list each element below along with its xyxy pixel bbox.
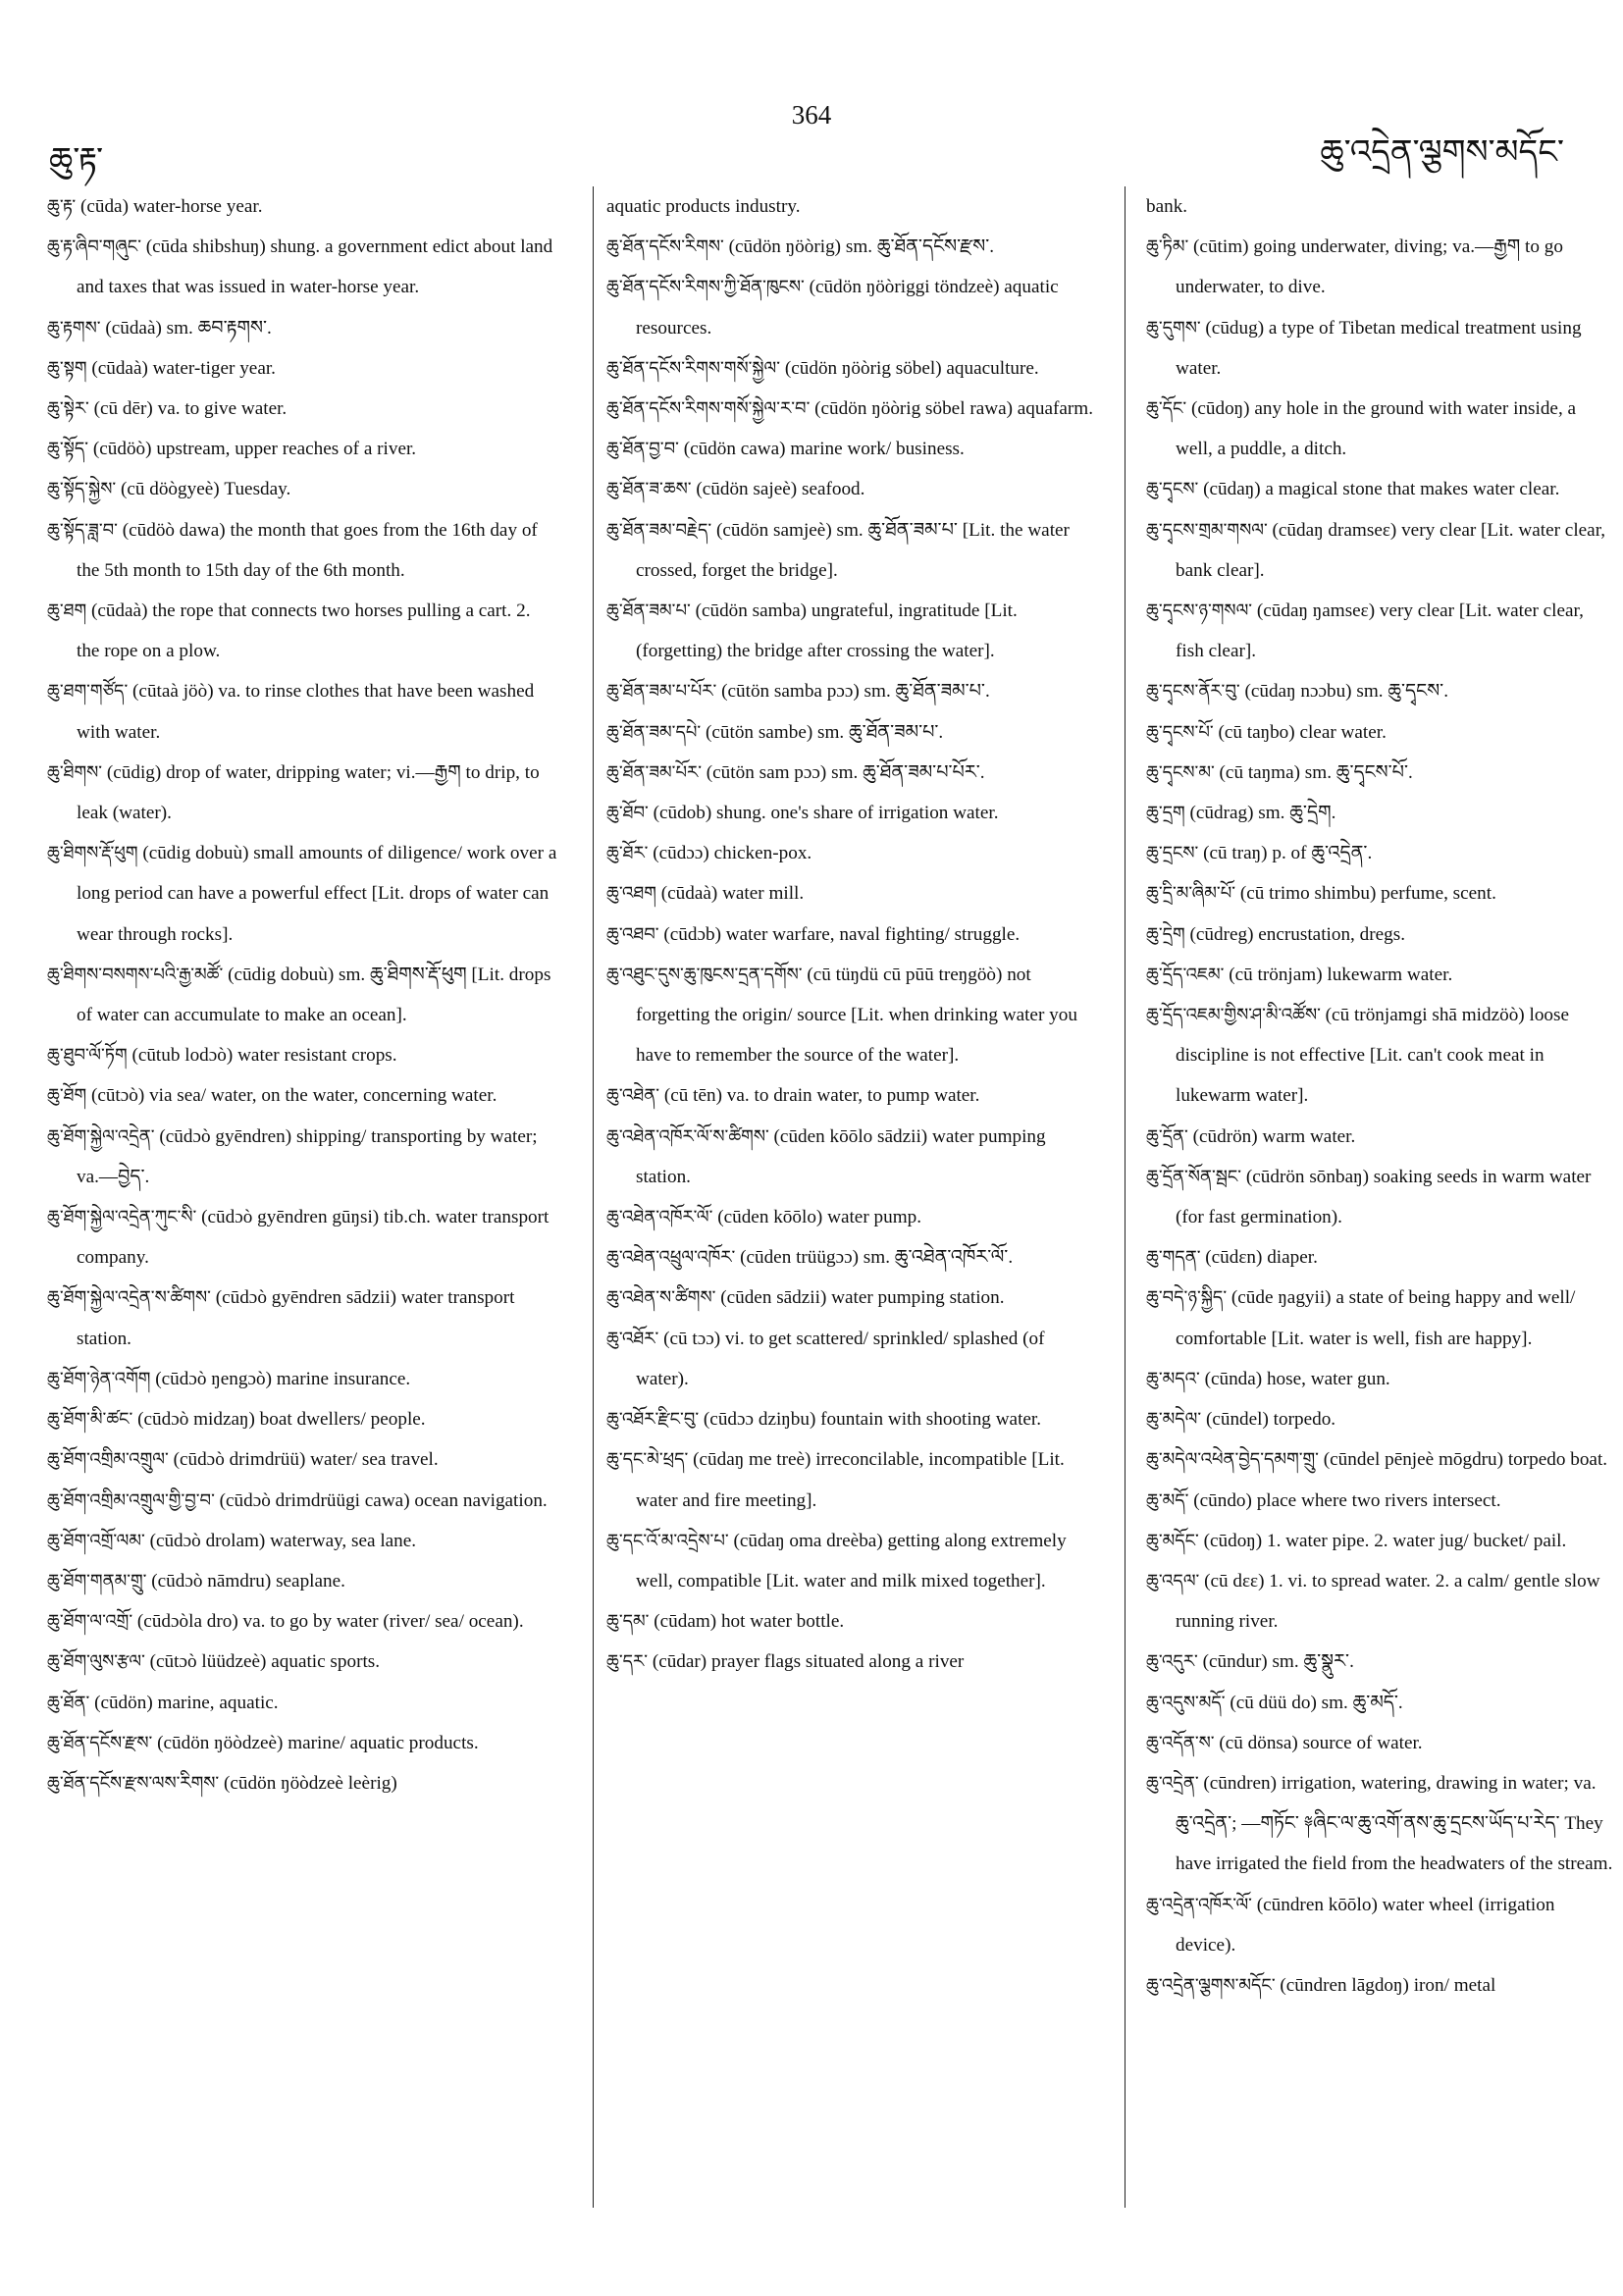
- entry-headword: ཆུ་ཐོག་ཉེན་འགོག: [47, 1368, 151, 1389]
- entry-definition: (cūdɔb) water warfare, naval fighting/ struggle.: [663, 923, 1021, 945]
- entry-definition: (cū tēn) va. to drain water, to pump water.: [663, 1085, 980, 1107]
- dictionary-entry: [606, 510, 1097, 591]
- dictionary-entry: [606, 429, 1097, 469]
- entry-headword: ཆུ་མདའ་: [1146, 1368, 1200, 1389]
- entry-definition: (cūdɔɔ dziŋbu) fountain with shooting water.: [703, 1409, 1042, 1431]
- entry-definition: (cūtön sambe) sm. ཆུ་ཐོན་ཟམ་པ་.: [706, 721, 944, 743]
- entry-headword: ཆུ་ཐོག་སྐྱེལ་འདྲེན་ཀུང་སི་: [47, 1207, 197, 1228]
- dictionary-entry: [606, 1237, 1097, 1278]
- entry-headword: ཆུ་དྲེག: [1146, 923, 1185, 945]
- entry-headword: ཆུ་འདྲེན་འཁོར་ལོ་: [1146, 1894, 1252, 1915]
- dictionary-entry: [606, 1439, 1097, 1520]
- dictionary-entry: [1146, 469, 1615, 509]
- entry-headword: ཆུ་ཐོན་ཟམ་པ་: [606, 600, 691, 622]
- dictionary-entry: [1146, 1359, 1615, 1399]
- dictionary-entry: [47, 1439, 557, 1480]
- entry-headword: ཆུ་འཐོར་: [606, 1328, 659, 1349]
- entry-headword: ཆུ་ཐོན་ཟམ་པ་པོར་: [606, 681, 717, 703]
- entry-definition: (cūndren) irrigation, watering, drawing in water; va. ཆུ་འདྲེན་; —གཏོང་ ༈ཞིང་ལ་ཆུ་འགོ་ནས་ཆུ་དྲངས་ཡོད་པ་རེད་ They have irrigated the field from the headwaters of the stream.: [1176, 1772, 1613, 1875]
- entry-definition: (cūtub lodɔò) water resistant crops.: [131, 1045, 397, 1067]
- column-divider: [593, 186, 594, 2208]
- entry-definition: (cūdɔò gyēndren gūŋsi) tib.ch. water transport company.: [77, 1207, 550, 1269]
- entry-definition: (cūden kōōlo sādzii) water pumping station.: [636, 1125, 1046, 1187]
- dictionary-entry: [606, 1197, 1097, 1237]
- entry-definition: (cūdaà) sm. ཆབ་རྟགས་.: [105, 317, 272, 339]
- dictionary-entry: [1146, 873, 1615, 913]
- entry-definition: (cūdön ŋöòriggi töndzeè) aquatic resources.: [636, 277, 1059, 339]
- entry-definition: (cū trönjamgi shā midzöò) loose discipline is not effective [Lit. can't cook meat in lukewarm water].: [1176, 1005, 1569, 1107]
- entry-headword: ཆུ་དྭངས་པོ་: [1146, 721, 1214, 743]
- entry-definition: (cūdob) shung. one's share of irrigation water.: [653, 803, 999, 824]
- entry-headword: ཆུ་ཐོན་: [47, 1692, 90, 1713]
- entry-definition: (cūdɔò drimdrüü) water/ sea travel.: [173, 1449, 439, 1471]
- entry-headword: ཆུ་དྲོན་སོན་སྦང་: [1146, 1166, 1242, 1187]
- entry-definition: (cūdɔò gyēndren sādzii) water transport station.: [77, 1287, 515, 1349]
- entry-definition: (cūdɔɔ) chicken-pox.: [653, 843, 812, 864]
- dictionary-entry: [47, 1278, 557, 1358]
- entry-definition: (cūdaŋ) a magical stone that makes water clear.: [1203, 479, 1560, 500]
- entry-headword: ཆུ་དང་མེ་ཕྲད་: [606, 1449, 689, 1471]
- column-3: [1146, 186, 1615, 2227]
- dictionary-entry: [47, 469, 557, 509]
- entry-definition: (cūtön sam pɔɔ) sm. ཆུ་ཐོན་ཟམ་པ་པོར་.: [706, 761, 985, 783]
- dictionary-entry: [606, 1521, 1097, 1601]
- entry-definition: (cūndel) torpedo.: [1205, 1409, 1336, 1431]
- dictionary-entry: [1146, 1117, 1615, 1157]
- dictionary-entry: [1146, 914, 1615, 955]
- entry-definition: (cūdaŋ me treè) irreconcilable, incompatible [Lit. water and fire meeting].: [636, 1449, 1065, 1511]
- dictionary-entry: [47, 1399, 557, 1439]
- dictionary-entry: [606, 267, 1097, 347]
- entry-headword: ཆུ་འཐེན་འཁོར་ལོ་: [606, 1207, 713, 1228]
- entry-headword: ཆུ་དུགས་: [1146, 317, 1201, 339]
- entry-definition: (cūdoŋ) 1. water pipe. 2. water jug/ bucket/ pail.: [1203, 1530, 1567, 1551]
- dictionary-entry: [47, 1683, 557, 1723]
- entry-headword: ཆུ་གདན་: [1146, 1247, 1201, 1269]
- entry-headword: ཆུ་བདེ་ཉ་སྐྱིད་: [1146, 1287, 1228, 1309]
- entry-headword: ཆུ་ཐོག་ལུས་རྩལ་: [47, 1651, 145, 1673]
- dictionary-entry: [1146, 995, 1615, 1117]
- entry-definition: (cūndren lāgdoŋ) iron/ metal: [1280, 1974, 1496, 1996]
- entry-headword: ཆུ་ཐོར་: [606, 843, 649, 864]
- entry-headword: ཆུ་ཐོབ་: [606, 803, 649, 824]
- dictionary-entry: [1146, 389, 1615, 469]
- dictionary-entry: [606, 591, 1097, 671]
- entry-definition: (cūdɔò gyēndren) shipping/ transporting by water; va.—བྱེད་.: [77, 1125, 538, 1187]
- dictionary-entry: [1146, 1521, 1615, 1561]
- entry-headword: ཆུ་ཐོན་དངོས་རྫས་ལས་རིགས་: [47, 1772, 220, 1794]
- entry-definition: (cū traŋ) p. of ཆུ་འདྲེན་.: [1203, 843, 1373, 864]
- entry-headword: ཆུ་འཐུང་དུས་ཆུ་ཁུངས་དྲན་དགོས་: [606, 964, 803, 985]
- dictionary-entry: [47, 308, 557, 348]
- entry-definition: (cūndur) sm. ཆུ་སྣུར་.: [1202, 1651, 1354, 1673]
- entry-headword: ཆུ་ཐོག་འགྲིམ་འགྲུལ་གྱི་བྱ་བ་: [47, 1489, 215, 1511]
- dictionary-entry: [1146, 1885, 1615, 1965]
- entry-headword: ཆུ་ཐོན་ཟམ་བརྗེད་: [606, 519, 712, 541]
- entry-definition: (cū tüŋdü cū pūū treŋgöò) not forgetting the origin/ source [Lit. when drinking water you have to remember the source of the water].: [636, 964, 1077, 1067]
- entry-definition: (cūdön samba) ungrateful, ingratitude [Lit. (forgetting) the bridge after crossing the water].: [636, 600, 1018, 662]
- dictionary-entry: [47, 186, 557, 227]
- entry-headword: ཆུ་དྲོད་འཇམ་གྱིས་ཤ་མི་འཚོས་: [1146, 1005, 1321, 1026]
- dictionary-entry: [47, 1035, 557, 1075]
- dictionary-entry: [47, 753, 557, 833]
- dictionary-entry: [47, 1197, 557, 1278]
- entry-definition: (cūtim) going underwater, diving; va.—རྒྱག to go underwater, to dive.: [1176, 236, 1563, 298]
- dictionary-entry: [606, 793, 1097, 833]
- dictionary-entry: [1146, 227, 1615, 307]
- dictionary-entry: [1146, 793, 1615, 833]
- dictionary-entry: [47, 591, 557, 671]
- entry-headword: ཆུ་འཐེན་ས་ཚིགས་: [606, 1287, 716, 1309]
- dictionary-entry: [1146, 1399, 1615, 1439]
- entry-headword: ཆུ་འཐག: [606, 883, 656, 905]
- entry-headword: ཆུ་ཐིགས་རྡོ་ཕུག: [47, 843, 138, 864]
- entry-headword: ཆུ་འདུར་: [1146, 1651, 1198, 1673]
- entry-definition: (cūtön samba pɔɔ) sm. ཆུ་ཐོན་ཟམ་པ་.: [721, 681, 990, 703]
- dictionary-entry: [606, 1278, 1097, 1318]
- entry-headword: ཆུ་སྟེར་: [47, 398, 89, 420]
- entry-headword: ཆུ་འདྲེན་ལྕགས་མདོང་: [1146, 1974, 1276, 1996]
- dictionary-entry: [606, 227, 1097, 267]
- entry-headword: ཆུ་འཐེན་འཁོར་ལོ་ས་ཚིགས་: [606, 1125, 769, 1147]
- entry-headword: ཆུ་དྲངས་: [1146, 843, 1199, 864]
- entry-headword: ཆུ་མདོང་: [1146, 1530, 1199, 1551]
- entry-headword: ཆུ་རྟ་: [47, 196, 77, 217]
- entry-definition: (cūdaà) water-tiger year.: [91, 357, 276, 379]
- page-header: [0, 94, 1623, 180]
- entry-definition: (cūde ŋagyii) a state of being happy and well/ comfortable [Lit. water is well, fish are happy].: [1176, 1287, 1576, 1349]
- dictionary-entry: [1146, 1278, 1615, 1358]
- dictionary-entry: [606, 1601, 1097, 1642]
- entry-definition: (cūdɔò drimdrüügi cawa) ocean navigation.: [219, 1489, 548, 1511]
- entry-definition: (cūden sādzii) water pumping station.: [720, 1287, 1005, 1309]
- entry-headword: ཆུ་འདུས་མདོ་: [1146, 1692, 1226, 1713]
- entry-headword: ཆུ་དར་: [606, 1651, 649, 1673]
- entry-definition: (cūnda) hose, water gun.: [1204, 1368, 1390, 1389]
- entry-headword: ཆུ་ཐོན་ཟམ་པོར་: [606, 761, 702, 783]
- entry-headword: ཆུ་ཐོག་མི་ཚང་: [47, 1409, 133, 1431]
- entry-definition: (cūdöò) upstream, upper reaches of a river.: [92, 439, 417, 460]
- dictionary-entry: [47, 1642, 557, 1682]
- entry-headword: ཆུ་རྟགས་: [47, 317, 101, 339]
- entry-headword: ཆུ་ཐོག: [47, 1085, 87, 1107]
- dictionary-entry: [1146, 186, 1615, 227]
- dictionary-entry: [606, 671, 1097, 711]
- entry-definition: (cūdön sajeè) seafood.: [696, 479, 865, 500]
- entry-definition: (cūdaà) the rope that connects two horses pulling a cart. 2. the rope on a plow.: [77, 600, 531, 662]
- dictionary-entry: [47, 671, 557, 752]
- dictionary-entry: [606, 389, 1097, 429]
- entry-definition: (cūdɔòla dro) va. to go by water (river/ sea/ ocean).: [136, 1611, 524, 1633]
- dictionary-entry: [1146, 955, 1615, 995]
- dictionary-entry: [1146, 1683, 1615, 1723]
- dictionary-entry: [1146, 1965, 1615, 2006]
- dictionary-entry: [1146, 712, 1615, 753]
- entry-headword: ཆུ་ཐིགས་བསགས་པའི་རྒྱ་མཚོ་: [47, 964, 224, 985]
- entry-headword: ཆུ་སྟག: [47, 357, 87, 379]
- dictionary-entry: [47, 1521, 557, 1561]
- entry-definition: (cū taŋbo) clear water.: [1218, 721, 1387, 743]
- entry-headword: ཆུ་འདྲེན་: [1146, 1772, 1199, 1794]
- entry-headword: ཆུ་ཐོན་དངོས་རིགས་གསོ་སྐྱེལ་ར་བ་: [606, 398, 811, 420]
- guide-word-right: ཆུ་འདྲེན་ལྕགས་མདོང་: [1320, 132, 1564, 172]
- entry-definition: (cūdoŋ) any hole in the ground with water inside, a well, a puddle, a ditch.: [1176, 398, 1577, 460]
- dictionary-entry: [1146, 671, 1615, 711]
- dictionary-entry: [47, 1561, 557, 1601]
- entry-definition: (cūndo) place where two rivers intersect.: [1193, 1489, 1501, 1511]
- dictionary-entry: [606, 873, 1097, 913]
- entry-definition: (cūden kōōlo) water pump.: [717, 1207, 922, 1228]
- dictionary-entry: [47, 1481, 557, 1521]
- entry-headword: ཆུ་ཏིམ་: [1146, 236, 1189, 258]
- entry-headword: ཆུ་ཐོན་ཟ་ཆས་: [606, 479, 692, 500]
- entry-definition: (cūdar) prayer flags situated along a river: [652, 1651, 965, 1673]
- entry-definition: (cūdɛn) diaper.: [1205, 1247, 1318, 1269]
- entry-headword: ཆུ་སྟོད་: [47, 439, 89, 460]
- guide-word-left: ཆུ་རྟ་: [49, 140, 104, 180]
- entry-headword: ཆུ་ཐོན་དངོས་རྫས་: [47, 1732, 153, 1753]
- entry-definition: bank.: [1146, 196, 1188, 217]
- dictionary-entry: [1146, 510, 1615, 591]
- dictionary-entry: [47, 1117, 557, 1197]
- entry-headword: ཆུ་རྟ་ཞིབ་གཞུང་: [47, 236, 141, 258]
- dictionary-entry: [47, 1723, 557, 1763]
- entry-headword: ཆུ་ཐོག་འགྲོ་ལམ་: [47, 1530, 145, 1551]
- entry-definition: (cū dɛɛ) 1. vi. to spread water. 2. a calm/ gentle slow running river.: [1176, 1570, 1600, 1633]
- entry-definition: (cū trönjam) lukewarm water.: [1229, 964, 1453, 985]
- entry-headword: ཆུ་ཐོན་དངོས་རིགས་ཀྱི་ཐོན་ཁུངས་: [606, 277, 805, 298]
- entry-headword: ཆུ་ཐོག་སྐྱེལ་འདྲེན་ས་ཚིགས་: [47, 1287, 211, 1309]
- entry-definition: (cūdaŋ oma dreèba) getting along extremely well, compatible [Lit. water and milk mixed together].: [636, 1530, 1067, 1592]
- entry-definition: (cū trimo shimbu) perfume, scent.: [1239, 883, 1496, 905]
- entry-headword: ཆུ་མདོ་: [1146, 1489, 1189, 1511]
- entry-definition: (cūdön cawa) marine work/ business.: [683, 439, 965, 460]
- entry-definition: (cūdön ŋöòrig) sm. ཆུ་ཐོན་དངོས་རྫས་.: [728, 236, 995, 258]
- dictionary-entry: [47, 429, 557, 469]
- entry-definition: (cūdrag) sm. ཆུ་དྲེག.: [1189, 803, 1336, 824]
- dictionary-entry: [1146, 1561, 1615, 1642]
- entry-headword: ཆུ་ཐོན་བྱ་བ་: [606, 439, 679, 460]
- entry-definition: (cūdöò dawa) the month that goes from the 16th day of the 5th month to 15th day of the 6th month.: [77, 519, 538, 581]
- dictionary-entry: [47, 227, 557, 307]
- entry-headword: ཆུ་དྭངས་མ་: [1146, 761, 1215, 783]
- dictionary-entry: [606, 186, 1097, 227]
- dictionary-entry: [606, 1319, 1097, 1399]
- dictionary-entry: [606, 833, 1097, 873]
- entry-headword: ཆུ་ཐག: [47, 600, 87, 622]
- entry-definition: (cū tɔɔ) vi. to get scattered/ sprinkled/ splashed (of water).: [636, 1328, 1045, 1389]
- entry-headword: ཆུ་ཐོག་ལ་འགྲོ་: [47, 1611, 133, 1633]
- entry-definition: (cūdig) drop of water, dripping water; vi.—རྒྱག to drip, to leak (water).: [77, 761, 540, 824]
- entry-headword: ཆུ་ཐོག་འགྲིམ་འགྲུལ་: [47, 1449, 169, 1471]
- dictionary-entry: [1146, 1763, 1615, 1885]
- entry-definition: (cūdaŋ ŋamseɛ) very clear [Lit. water clear, fish clear].: [1176, 600, 1584, 662]
- entry-headword: ཆུ་དང་འོ་མ་འདྲེས་པ་: [606, 1530, 729, 1551]
- dictionary-entry: [1146, 1642, 1615, 1682]
- dictionary-entry: [47, 348, 557, 389]
- entry-definition: (cūndel pēnjeè mōgdru) torpedo boat.: [1323, 1449, 1608, 1471]
- dictionary-entry: [606, 1642, 1097, 1682]
- entry-headword: ཆུ་ཐོག་སྐྱེལ་འདྲེན་: [47, 1125, 155, 1147]
- dictionary-entry: [606, 914, 1097, 955]
- entry-definition: (cūdrön) warm water.: [1192, 1125, 1356, 1147]
- dictionary-entry: [1146, 591, 1615, 671]
- entry-definition: (cūdön ŋöòdzeè) marine/ aquatic products.: [157, 1732, 479, 1753]
- entry-headword: ཆུ་དྭངས་ཉ་གསལ་: [1146, 600, 1253, 622]
- entry-headword: ཆུ་འདལ་: [1146, 1570, 1200, 1592]
- dictionary-entry: [1146, 1723, 1615, 1763]
- entry-definition: (cūdɔò drolam) waterway, sea lane.: [149, 1530, 417, 1551]
- entry-definition: (cūdön ŋöòrig söbel rawa) aquafarm.: [814, 398, 1094, 420]
- dictionary-entry: [1146, 1481, 1615, 1521]
- dictionary-entry: [1146, 1237, 1615, 1278]
- dictionary-entry: [47, 1601, 557, 1642]
- dictionary-entry: [1146, 308, 1615, 389]
- dictionary-entry: [47, 389, 557, 429]
- entry-definition: (cūdig dobuù) small amounts of diligence/ work over a long period can have a powerful effect [Lit. drops of water can wear through rocks].: [77, 843, 557, 945]
- entry-definition: (cūdɔò nāmdru) seaplane.: [151, 1570, 345, 1592]
- dictionary-entry: [1146, 1157, 1615, 1237]
- dictionary-columns: [47, 186, 1613, 2227]
- entry-headword: ཆུ་དོང་: [1146, 398, 1187, 420]
- entry-definition: (cūda) water-horse year.: [79, 196, 263, 217]
- entry-definition: (cūden trüügɔɔ) sm. ཆུ་འཐེན་འཁོར་ལོ་.: [740, 1247, 1014, 1269]
- dictionary-entry: [606, 348, 1097, 389]
- entry-definition: (cūtaà jöò) va. to rinse clothes that have been washed with water.: [77, 681, 535, 743]
- entry-headword: ཆུ་ཐིགས་: [47, 761, 103, 783]
- dictionary-entry: [606, 955, 1097, 1076]
- dictionary-entry: [1146, 753, 1615, 793]
- entry-definition: (cūdug) a type of Tibetan medical treatment using water.: [1176, 317, 1582, 379]
- entry-headword: ཆུ་ཐོན་ཟམ་དཔེ་: [606, 721, 702, 743]
- entry-definition: (cūdön samjeè) sm. ཆུ་ཐོན་ཟམ་པ་ [Lit. the water crossed, forget the bridge].: [636, 519, 1070, 581]
- dictionary-entry: [606, 712, 1097, 753]
- entry-definition: (cū dönsa) source of water.: [1219, 1732, 1423, 1753]
- entry-definition: (cūdaŋ dramseɛ) very clear [Lit. water clear, bank clear].: [1176, 519, 1606, 581]
- entry-headword: ཆུ་དྭངས་གྲམ་གསལ་: [1146, 519, 1268, 541]
- entry-headword: ཆུ་འཐབ་: [606, 923, 659, 945]
- dictionary-entry: [47, 1075, 557, 1116]
- entry-definition: (cūtɔò lüüdzeè) aquatic sports.: [149, 1651, 381, 1673]
- dictionary-entry: [606, 1075, 1097, 1116]
- dictionary-entry: [47, 1359, 557, 1399]
- entry-headword: ཆུ་ཐོན་དངོས་རིགས་: [606, 236, 724, 258]
- entry-headword: ཆུ་དྲོད་འཇམ་: [1146, 964, 1225, 985]
- entry-headword: ཆུ་དྲི་མ་ཞིམ་པོ་: [1146, 883, 1236, 905]
- dictionary-entry: [47, 833, 557, 955]
- column-1: [47, 186, 557, 2227]
- entry-definition: (cū taŋma) sm. ཆུ་དྭངས་པོ་.: [1219, 761, 1413, 783]
- dictionary-entry: [606, 1117, 1097, 1197]
- column-2: [606, 186, 1097, 2227]
- entry-definition: (cūdrön sōnbaŋ) soaking seeds in warm water (for fast germination).: [1176, 1166, 1592, 1228]
- entry-headword: ཆུ་འཐེན་འཕྲུལ་འཁོར་: [606, 1247, 736, 1269]
- column-divider: [1125, 186, 1126, 2208]
- entry-definition: (cūdɔò ŋengɔò) marine insurance.: [155, 1368, 411, 1389]
- entry-headword: ཆུ་འདོན་ས་: [1146, 1732, 1215, 1753]
- entry-headword: ཆུ་མདེལ་: [1146, 1409, 1202, 1431]
- entry-headword: ཆུ་དྲག: [1146, 803, 1185, 824]
- entry-headword: ཆུ་འཐོར་རྫིང་བུ་: [606, 1409, 700, 1431]
- entry-headword: ཆུ་ཐག་གཙོད་: [47, 681, 129, 703]
- entry-definition: (cūtɔò) via sea/ water, on the water, concerning water.: [90, 1085, 497, 1107]
- entry-definition: (cūdɔò midzaŋ) boat dwellers/ people.: [137, 1409, 426, 1431]
- entry-headword: ཆུ་དམ་: [606, 1611, 650, 1633]
- entry-headword: ཆུ་ཐུབ་ལོ་ཏོག: [47, 1045, 128, 1067]
- entry-definition: (cūdön ŋöòrig söbel) aquaculture.: [784, 357, 1039, 379]
- entry-headword: ཆུ་ཐོན་དངོས་རིགས་གསོ་སྐྱེལ་: [606, 357, 781, 379]
- dictionary-entry: [1146, 833, 1615, 873]
- entry-definition: (cū dēr) va. to give water.: [93, 398, 288, 420]
- entry-headword: ཆུ་ཐོག་གནམ་གྲུ་: [47, 1570, 147, 1592]
- dictionary-entry: [1146, 1439, 1615, 1480]
- dictionary-entry: [47, 510, 557, 591]
- dictionary-entry: [47, 955, 557, 1035]
- entry-definition: (cūdaà) water mill.: [660, 883, 805, 905]
- entry-definition: (cū düü do) sm. ཆུ་མདོ་.: [1230, 1692, 1403, 1713]
- entry-headword: ཆུ་དྲོན་: [1146, 1125, 1188, 1147]
- entry-definition: (cūdreg) encrustation, dregs.: [1189, 923, 1406, 945]
- entry-definition: (cūdam) hot water bottle.: [654, 1611, 845, 1633]
- entry-definition: (cūdön) marine, aquatic.: [94, 1692, 279, 1713]
- entry-headword: ཆུ་མདེལ་འཕེན་བྱེད་དམག་གྲུ་: [1146, 1449, 1319, 1471]
- entry-headword: ཆུ་དྭངས་ནོར་བུ་: [1146, 681, 1240, 703]
- entry-headword: ཆུ་སྟོད་ཟླ་བ་: [47, 519, 118, 541]
- entry-headword: ཆུ་འཐེན་: [606, 1085, 660, 1107]
- dictionary-entry: [606, 753, 1097, 793]
- entry-headword: ཆུ་དྭངས་: [1146, 479, 1199, 500]
- entry-headword: ཆུ་སྟོད་སྐྱེས་: [47, 479, 117, 500]
- entry-definition: aquatic products industry.: [606, 196, 801, 217]
- dictionary-entry: [606, 469, 1097, 509]
- entry-definition: (cūdaŋ nɔɔbu) sm. ཆུ་དྭངས་.: [1244, 681, 1448, 703]
- entry-definition: (cūda shibshuŋ) shung. a government edict about land and taxes that was issued in water-horse year.: [77, 236, 553, 298]
- entry-definition: (cūdön ŋöòdzeè leèrig): [224, 1772, 397, 1794]
- entry-definition: (cūndren kōōlo) water wheel (irrigation device).: [1176, 1894, 1555, 1956]
- entry-definition: (cūdig dobuù) sm. ཆུ་ཐིགས་རྡོ་ཕུག [Lit. drops of water can accumulate to make an ocean].: [77, 964, 551, 1026]
- dictionary-entry: [606, 1399, 1097, 1439]
- entry-definition: (cū döògyeè) Tuesday.: [120, 479, 291, 500]
- page-number: 364: [791, 100, 832, 130]
- dictionary-entry: [47, 1763, 557, 1803]
